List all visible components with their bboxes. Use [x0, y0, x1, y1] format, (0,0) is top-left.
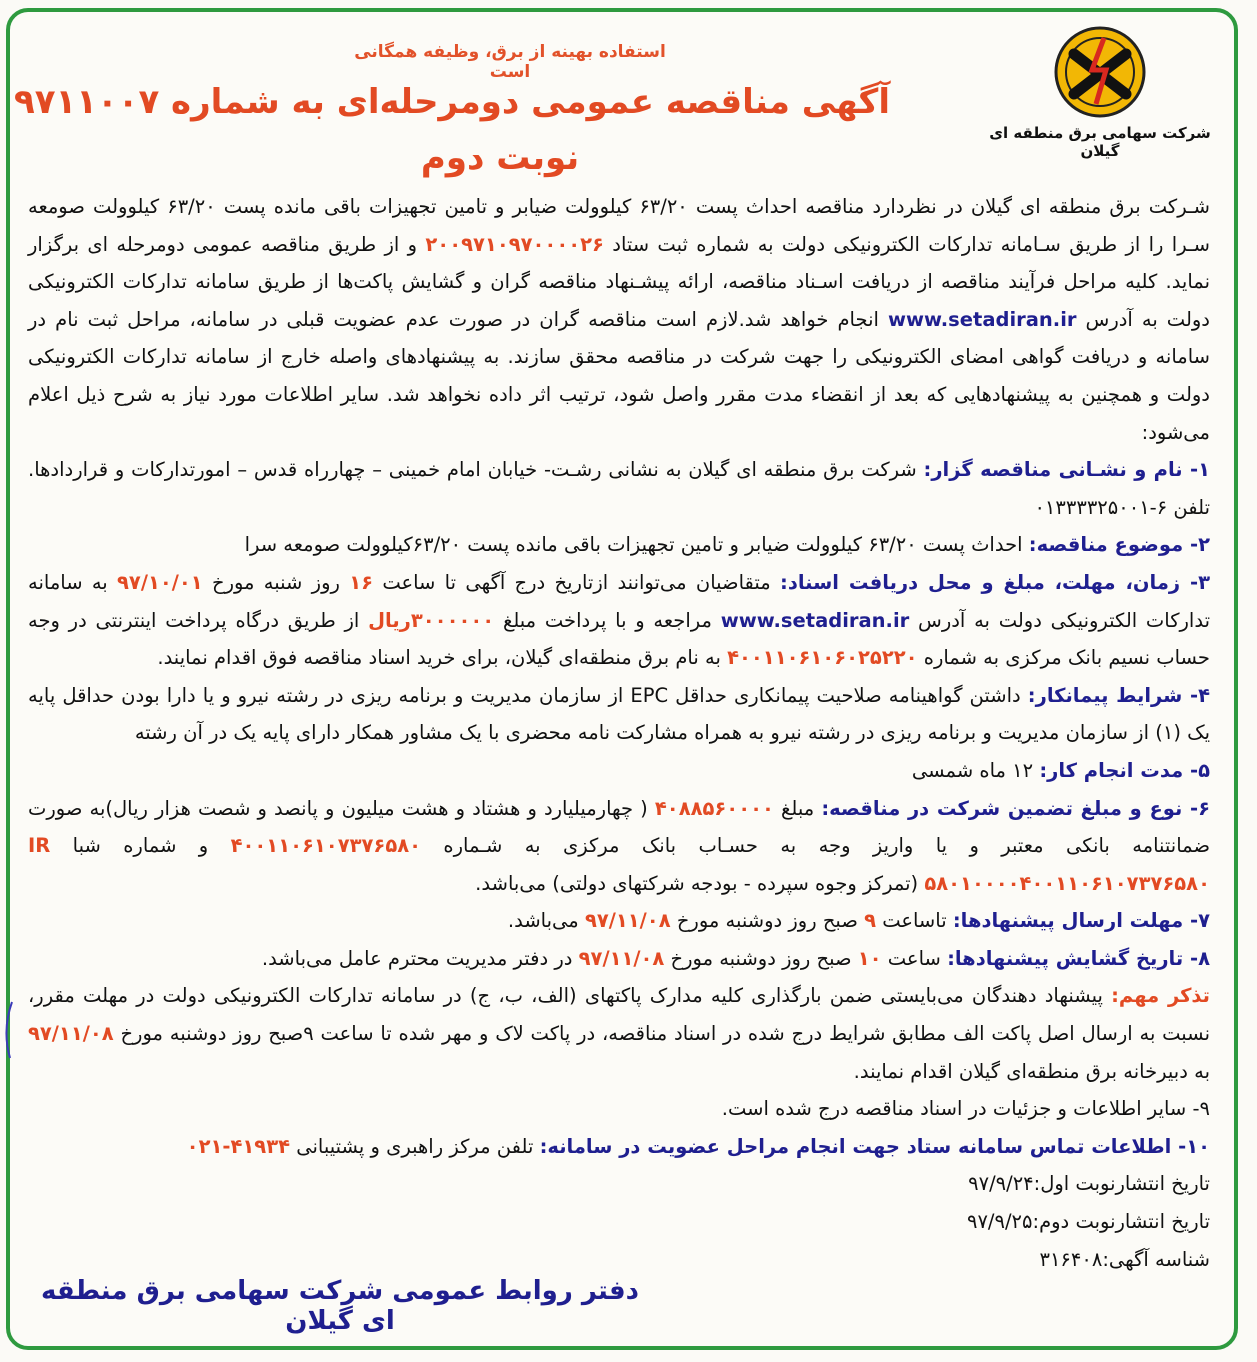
ad-body — [28, 188, 1210, 1278]
item-10-label: ۱۰- اطلاعات تماس سامانه ستاد جهت انجام مراحل عضویت در سامانه: — [539, 1134, 1210, 1158]
ad-header — [13, 12, 1225, 178]
document-fee: ۳۰۰۰۰۰۰ریال — [368, 608, 495, 632]
intro-paragraph: شـرکت برق منطقه ای گیلان در نظردارد مناقصه احداث پست ۶۳/۲۰ کیلوولت ضیابر و تامین تجهیزات باقی مانده پست ۶۳/۲۰ کیلوولت صومعه سـرا را از طریق سـامانه تدارکات الکترونیکی دولت به شماره ثبت ستاد ۲۰۰۹۷۱۰۹۷۰۰۰۰۲۶ و از طریق مناقصه عمومی دومرحله ای برگزار نماید. کلیه مراحل فرآیند مناقصه از دریافت اسـناد مناقصه، ارائه پیشـنهاد مناقصه گران و گشایش پاکت‌ها از طریق سامانه تدارکات الکترونیکی دولت به آدرس www.setadiran.ir انجام خواهد شد.لازم است مناقصه گران در صورت عدم عضویت قبلی در سامانه، مراحل ثبت نام در سامانه و دریافت گواهی امضای الکترونیکی را جهت شرکت در مناقصه محقق سازند. به پیشنهادهای واصله خارج از سامانه تدارکات الکترونیکی دولت و همچنین به پیشنهادهایی که بعد از انقضاء مدت مقرر واصل شود، ترتیب اثر داده نخواهد شد. سایر اطلاعات مورد نیاز به شرح ذیل اعلام می‌شود: — [28, 195, 1211, 444]
important-note-label: تذکر مهم: — [1111, 984, 1211, 1008]
company-logo-block — [985, 24, 1215, 160]
ad-subtitle: نوبت دوم — [420, 138, 580, 178]
item-4-label: ۴- شرایط پیمانکار: — [1027, 683, 1210, 707]
sheba-number: IR ۵۸۰۱۰۰۰۰۴۰۰۱۱۰۶۱۰۷۳۷۶۵۸۰ — [28, 834, 1210, 895]
footer-signature: دفتر روابط عمومی شرکت سهامی برق منطقه ای گیلان — [41, 1276, 639, 1336]
ad-title: آگهی مناقصه عمومی دومرحله‌ای به شماره ۹۷۱۱۰۰۷ — [13, 82, 890, 122]
item-10: ۱۰- اطلاعات تماس سامانه ستاد جهت انجام مراحل عضویت در سامانه: تلفن مرکز راهبری و پشتیبانی ۴۱۹۳۴-۰۲۱ — [186, 1134, 1210, 1158]
item-5: ۵- مدت انجام کار: ۱۲ ماه شمسی — [911, 758, 1210, 782]
item-9: ۹- سایر اطلاعات و جزئیات در اسناد مناقصه درج شده است. — [721, 1097, 1210, 1121]
item-7: ۷- مهلت ارسال پیشنهادها: تاساعت ۹ صبح روز دوشنبه مورخ ۹۷/۱۱/۰۸ می‌باشد. — [507, 909, 1210, 933]
publication-second-date: تاریخ انتشارنوبت دوم:۹۷/۹/۲۵ — [966, 1210, 1210, 1234]
important-note: تذکر مهم: پیشنهاد دهندگان می‌بایستی ضمن بارگذاری کلیه مدارک پاکتهای (الف، ب، ج) در سامانه تدارکات الکترونیکی دولت در مهلت مقرر، نسبت به ارسال اصل پاکت الف مطابق شرایط درج شده در اسناد مناقصه، در پاکت لاک و مهر شده تا ساعت ۹صبح روز دوشنبه مورخ ۹۷/۱۱/۰۸ به دبیرخانه برق منطقه‌ای گیلان اقدام نمایند. — [28, 984, 1211, 1083]
item-2-label: ۲- موضوع مناقصه: — [1028, 533, 1210, 557]
company-name-small: شرکت سهامی برق منطقه ای گیلان — [989, 124, 1211, 160]
ad-id: شناسه آگهی:۳۱۶۴۰۸ — [1039, 1247, 1210, 1271]
item-8-label: ۸- تاریخ گشایش پیشنهادها: — [947, 946, 1210, 970]
item-6: ۶- نوع و مبلغ تضمین شرکت در مناقصه: مبلغ ۴۰۸۸۵۶۰۰۰۰ ( چهارمیلیارد و هشتاد و هشت میلیون و پانصد و شصت هزار ریال)به صورت ضمانتنامه بانکی معتبر و یا واریز وجه به حسـاب بانک مرکزی به شـماره ۴۰۰۱۱۰۶۱۰۷۳۷۶۵۸۰ و شماره شبا IR ۵۸۰۱۰۰۰۰۴۰۰۱۱۰۶۱۰۷۳۷۶۵۸۰ (تمرکز وجوه سپرده - بودجه شرکتهای دولتی) می‌باشد. — [28, 796, 1211, 895]
item-7-label: ۷- مهلت ارسال پیشنهادها: — [952, 909, 1210, 933]
item-8: ۸- تاریخ گشایش پیشنهادها: ساعت ۱۰ صبح روز دوشنبه مورخ ۹۷/۱۱/۰۸ در دفتر مدیریت محترم عامل می‌باشد. — [261, 946, 1210, 970]
slogan: استفاده بهینه از برق، وظیفه همگانی است — [354, 42, 666, 82]
setadiran-link[interactable]: www.setadiran.ir — [887, 307, 1077, 331]
setadiran-link-2[interactable]: www.setadiran.ir — [720, 608, 910, 632]
item-1: ۱- نام و نشـانی مناقصه گزار: شرکت برق منطقه ای گیلان به نشانی رشـت- خیابان امام خمینی – چهارراه قدس – امورتدارکات و قراردادها. تلفن ۶-۰۱۳۳۳۳۲۵۰۰۱ — [28, 458, 1210, 519]
item-3-label: ۳- زمان، مهلت، مبلغ و محل دریافت اسناد: — [780, 570, 1211, 594]
electric-company-logo-icon — [1052, 24, 1148, 120]
bank-account-number: ۴۰۰۱۱۰۶۱۰۶۰۲۵۲۲۰ — [727, 646, 918, 670]
opening-date: ۹۷/۱۱/۰۸ — [578, 946, 665, 970]
setad-registration-number: ۲۰۰۹۷۱۰۹۷۰۰۰۰۲۶ — [425, 232, 604, 256]
document-deadline-date: ۹۷/۱۰/۰۱ — [117, 570, 203, 594]
item-2: ۲- موضوع مناقصه: احداث پست ۶۳/۲۰ کیلوولت ضیابر و تامین تجهیزات باقی مانده پست ۶۳/۲۰کیلوولت صومعه سرا — [244, 533, 1210, 557]
item-1-label: ۱- نام و نشـانی مناقصه گزار: — [923, 458, 1210, 482]
item-6-label: ۶- نوع و مبلغ تضمین شرکت در مناقصه: — [821, 796, 1211, 820]
pen-mark-icon — [0, 1000, 14, 1060]
item-5-label: ۵- مدت انجام کار: — [1039, 758, 1210, 782]
support-phone: ۴۱۹۳۴-۰۲۱ — [186, 1134, 290, 1158]
guarantee-account: ۴۰۰۱۱۰۶۱۰۷۳۷۶۵۸۰ — [230, 834, 422, 858]
submission-deadline-date: ۹۷/۱۱/۰۸ — [584, 909, 671, 933]
publication-first-date: تاریخ انتشارنوبت اول:۹۷/۹/۲۴ — [968, 1172, 1210, 1196]
note-date: ۹۷/۱۱/۰۸ — [28, 1022, 114, 1046]
item-3: ۳- زمان، مهلت، مبلغ و محل دریافت اسناد: متقاضیان می‌توانند ازتاریخ درج آگهی تا ساعت ۱۶ روز شنبه مورخ ۹۷/۱۰/۰۱ به سامانه تدارکات الکترونیکی دولت به آدرس www.setadiran.ir مراجعه و با پرداخت مبلغ ۳۰۰۰۰۰۰ریال از طریق درگاه پرداخت اینترنتی در وجه حساب نسیم بانک مرکزی به شماره ۴۰۰۱۱۰۶۱۰۶۰۲۵۲۲۰ به نام برق منطقه‌ای گیلان، برای خرید اسناد مناقصه فوق اقدام نمایند. — [28, 570, 1211, 670]
item-4: ۴- شرایط پیمانکار: داشتن گواهینامه صلاحیت پیمانکاری حداقل EPC از سازمان مدیریت و برنامه ریزی در رشته نیرو و یا دارا بودن حداقل پایه یک (۱) از سازمان مدیریت و برنامه ریزی در رشته نیرو به همراه مشارکت نامه محضری با یک مشاور همکار دارای پایه یک در آن رشته — [28, 683, 1210, 745]
guarantee-amount: ۴۰۸۸۵۶۰۰۰۰ — [654, 796, 774, 820]
